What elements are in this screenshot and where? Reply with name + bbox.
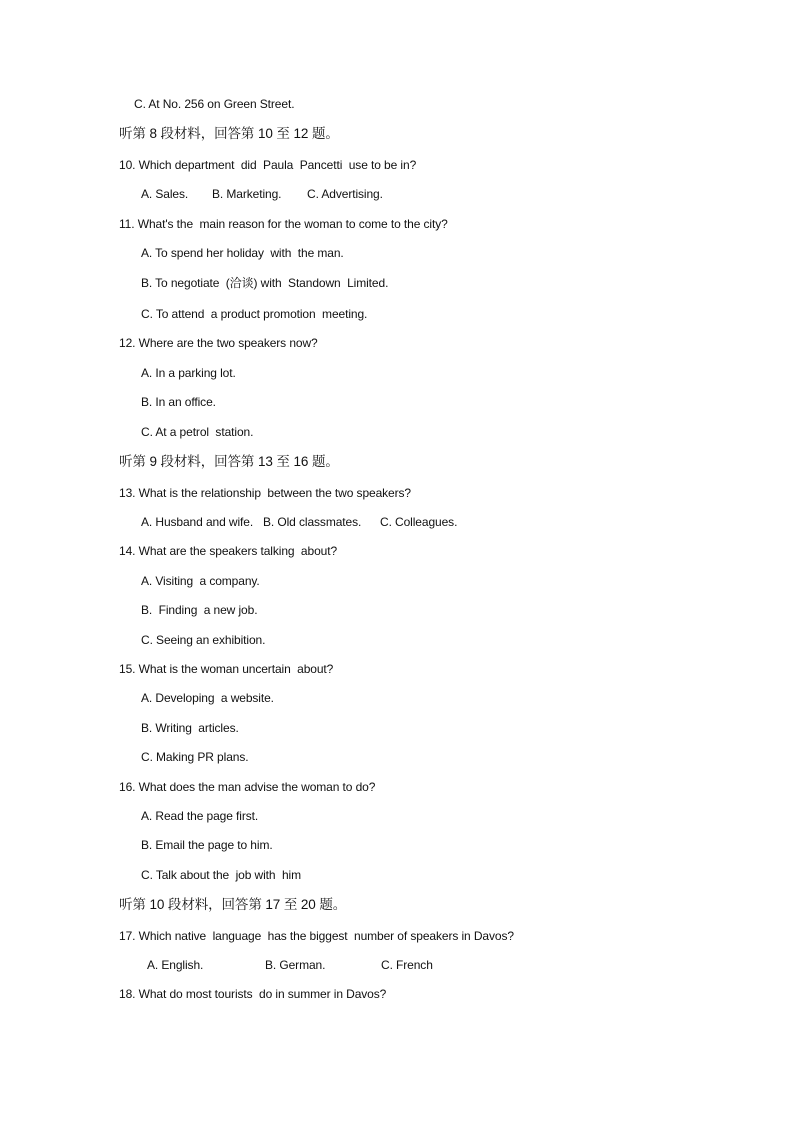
- q14-option-c: C. Seeing an exhibition.: [141, 633, 266, 647]
- q16-option-a: A. Read the page first.: [141, 809, 259, 823]
- question-18: 18. What do most tourists do in summer in Davos?: [119, 987, 387, 1001]
- q10-option-b: B. Marketing.: [212, 187, 282, 201]
- option-c-q9: C. At No. 256 on Green Street.: [134, 97, 295, 111]
- q10-option-a: A. Sales.: [141, 187, 189, 201]
- question-16: 16. What does the man advise the woman to do?: [119, 780, 376, 794]
- q17-option-c: C. French: [381, 958, 433, 972]
- q13-option-c: C. Colleagues.: [380, 515, 458, 529]
- question-10: 10. Which department did Paula Pancetti use to be in?: [119, 158, 417, 172]
- q16-option-c: C. Talk about the job with him: [141, 868, 301, 882]
- q14-option-b: B. Finding a new job.: [141, 603, 258, 617]
- q10-option-c: C. Advertising.: [307, 187, 383, 201]
- question-13: 13. What is the relationship between the two speakers?: [119, 486, 412, 500]
- q15-option-b: B. Writing articles.: [141, 721, 239, 735]
- question-14: 14. What are the speakers talking about?: [119, 544, 338, 558]
- section-heading-8: 听第 8 段材料，回答第 10 至 12 题。: [119, 126, 339, 141]
- q17-option-b: B. German.: [265, 958, 326, 972]
- q12-option-b: B. In an office.: [141, 395, 216, 409]
- q12-option-a: A. In a parking lot.: [141, 366, 236, 380]
- question-17: 17. Which native language has the biggest number of speakers in Davos?: [119, 929, 514, 943]
- q15-option-c: C. Making PR plans.: [141, 750, 249, 764]
- q13-option-a: A. Husband and wife.: [141, 515, 254, 529]
- q16-option-b: B. Email the page to him.: [141, 838, 273, 852]
- question-15: 15. What is the woman uncertain about?: [119, 662, 334, 676]
- q17-option-a: A. English.: [147, 958, 204, 972]
- q11-option-c: C. To attend a product promotion meeting.: [141, 307, 368, 321]
- q12-option-c: C. At a petrol station.: [141, 425, 254, 439]
- q14-option-a: A. Visiting a company.: [141, 574, 260, 588]
- section-heading-9: 听第 9 段材料，回答第 13 至 16 题。: [119, 454, 339, 469]
- q11-option-a: A. To spend her holiday with the man.: [141, 246, 344, 260]
- q15-option-a: A. Developing a website.: [141, 691, 274, 705]
- question-11: 11. What's the main reason for the woman to come to the city?: [119, 217, 448, 231]
- section-heading-10: 听第 10 段材料，回答第 17 至 20 题。: [119, 897, 347, 912]
- q11-option-b: B. To negotiate (洽谈) with Standown Limited.: [141, 276, 389, 290]
- question-12: 12. Where are the two speakers now?: [119, 336, 318, 350]
- q13-option-b: B. Old classmates.: [263, 515, 362, 529]
